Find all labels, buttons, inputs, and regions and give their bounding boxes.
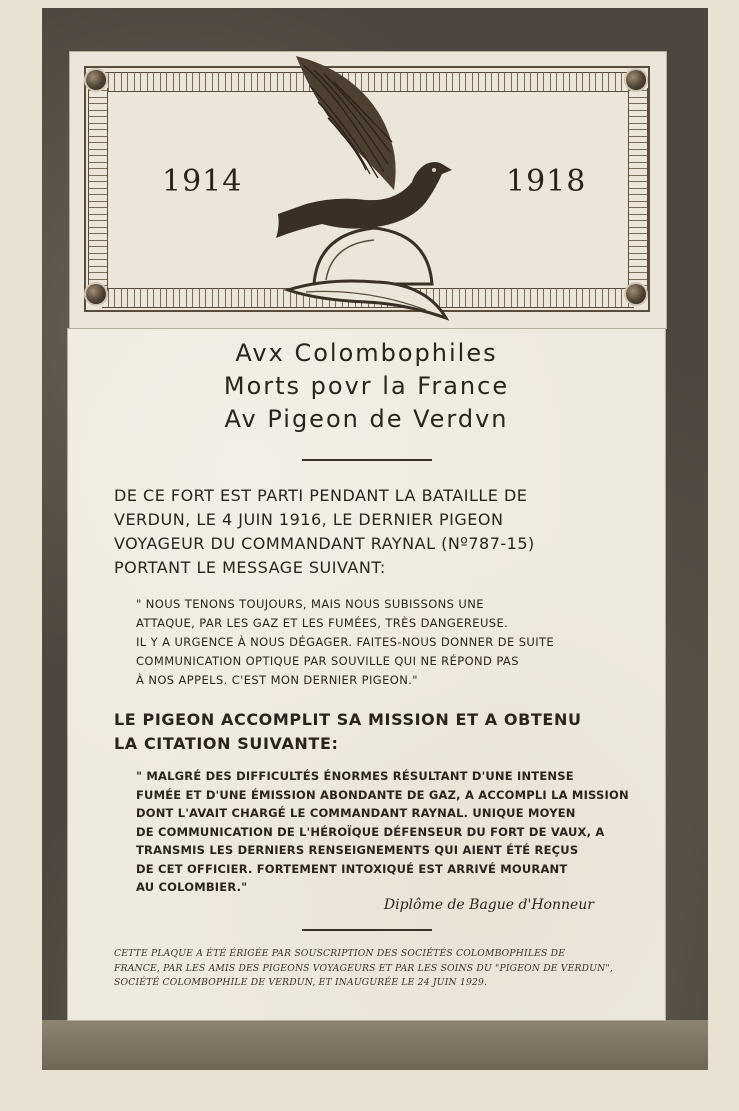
pigeon-icon xyxy=(276,56,452,238)
citation-line: DONT L'AVAIT CHARGÉ LE COMMANDANT RAYNAL. UNIQUE MOYEN xyxy=(136,806,576,820)
upper-plaque xyxy=(70,52,666,328)
divider xyxy=(302,459,432,461)
intro-line: PORTANT LE MESSAGE SUIVANT: xyxy=(114,558,386,577)
citation-line: TRANSMIS LES DERNIERS RENSEIGNEMENTS QUI AIENT ÉTÉ REÇUS xyxy=(136,843,579,857)
citation-line: AU COLOMBIER." xyxy=(136,880,248,894)
heading-line-3: Av Pigeon de Verdvn xyxy=(224,405,509,433)
mission-line: LA CITATION SUIVANTE: xyxy=(114,734,339,753)
year-end: 1918 xyxy=(506,164,587,199)
wall-base xyxy=(42,1020,708,1070)
frame-rail-left xyxy=(88,88,108,292)
bolt-icon xyxy=(626,284,646,304)
message-line: " NOUS TENONS TOUJOURS, MAIS NOUS SUBISSONS UNE xyxy=(136,597,484,611)
dedication-footer xyxy=(114,947,624,991)
message-line: À NOS APPELS. C'EST MON DERNIER PIGEON." xyxy=(136,673,418,687)
intro-paragraph xyxy=(114,484,624,580)
mission-line: LE PIGEON ACCOMPLIT SA MISSION ET A OBTENU xyxy=(114,710,582,729)
pigeon-helmet-emblem-icon xyxy=(266,52,486,328)
citation-line: " MALGRÉ DES DIFFICULTÉS ÉNORMES RÉSULTANT D'UNE INTENSE xyxy=(136,769,574,783)
intro-line: VOYAGEUR DU COMMANDANT RAYNAL (Nº787-15) xyxy=(114,534,535,553)
message-line: IL Y A URGENCE À NOUS DÉGAGER. FAITES-NOUS DONNER DE SUITE xyxy=(136,635,555,649)
bolt-icon xyxy=(86,284,106,304)
citation-quote xyxy=(136,767,646,897)
footer-line: SOCIÉTÉ COLOMBOPHILE DE VERDUN, ET INAUGURÉE LE 24 JUIN 1929. xyxy=(114,977,488,988)
citation-line: DE COMMUNICATION DE L'HÉROÏQUE DÉFENSEUR DU FORT DE VAUX, A xyxy=(136,824,605,839)
intro-line: DE CE FORT EST PARTI PENDANT LA BATAILLE DE xyxy=(114,486,528,505)
message-line: ATTAQUE, PAR LES GAZ ET LES FUMÉES, TRÈS DANGEREUSE. xyxy=(136,616,509,630)
inscription-plaque xyxy=(68,329,665,1020)
diploma-caption: Diplôme de Bague d'Honneur xyxy=(383,897,594,913)
message-line: COMMUNICATION OPTIQUE PAR SOUVILLE QUI NE RÉPOND PAS xyxy=(136,654,519,668)
citation-line: FUMÉE ET D'UNE ÉMISSION ABONDANTE DE GAZ, A ACCOMPLI LA MISSION xyxy=(136,787,629,802)
frame-rail-right xyxy=(628,88,648,292)
bolt-icon xyxy=(626,70,646,90)
mission-paragraph xyxy=(114,708,624,756)
heading-line-1: Avx Colombophiles xyxy=(235,339,498,367)
bolt-icon xyxy=(86,70,106,90)
citation-line: DE CET OFFICIER. FORTEMENT INTOXIQUÉ EST ARRIVÉ MOURANT xyxy=(136,861,568,876)
footer-line: CETTE PLAQUE A ÉTÉ ÉRIGÉE PAR SOUSCRIPTION DES SOCIÉTÉS COLOMBOPHILES DE xyxy=(114,948,566,959)
intro-line: VERDUN, LE 4 JUIN 1916, LE DERNIER PIGEON xyxy=(114,510,504,529)
year-start: 1914 xyxy=(162,164,243,199)
divider xyxy=(302,929,432,931)
heading-line-2: Morts povr la France xyxy=(223,372,510,400)
helmet-icon xyxy=(288,220,446,318)
footer-line: FRANCE, PAR LES AMIS DES PIGEONS VOYAGEURS ET PAR LES SOINS DU "PIGEON DE VERDUN", xyxy=(114,962,613,974)
message-quote xyxy=(136,595,646,690)
